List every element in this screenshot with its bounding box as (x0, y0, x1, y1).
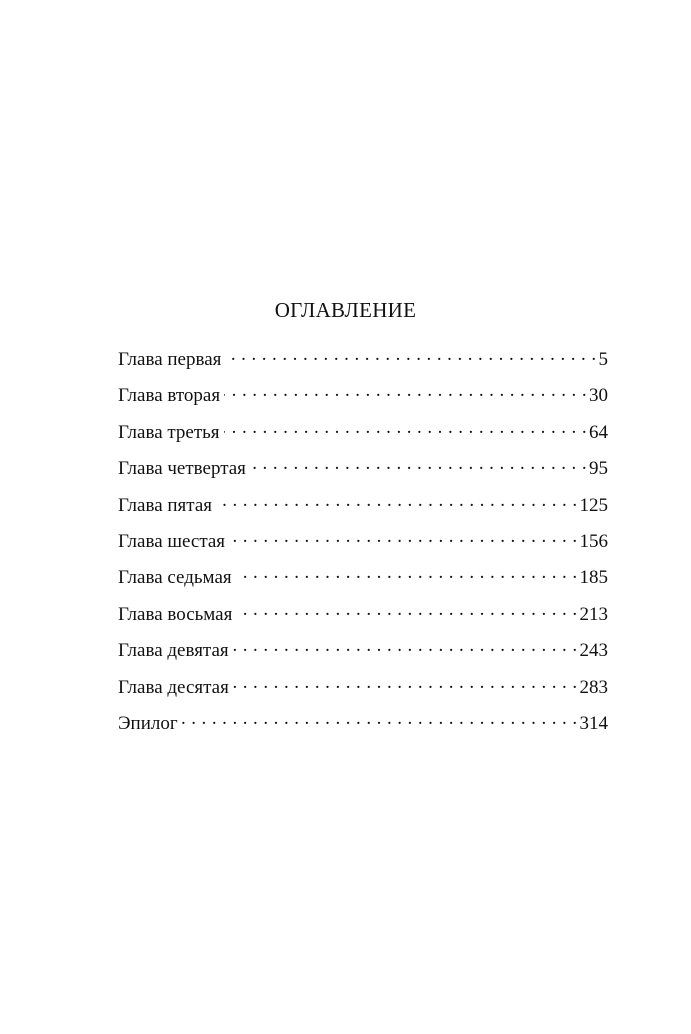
toc-entry-label: Глава вторая (118, 385, 221, 407)
toc-entry[interactable] (118, 524, 608, 560)
dot-leader (236, 563, 578, 583)
dot-leader (182, 709, 578, 729)
dot-leader (216, 491, 578, 511)
dot-leader (236, 600, 577, 620)
dot-leader (229, 527, 577, 547)
toc-entry-page: 213 (579, 603, 608, 625)
toc-entry[interactable] (118, 706, 608, 742)
toc-entry-page: 283 (579, 676, 608, 698)
toc-entry-label: Глава первая (118, 349, 222, 370)
toc-entry[interactable] (118, 342, 608, 378)
toc-entry[interactable] (118, 451, 608, 487)
toc-entry[interactable] (118, 488, 608, 524)
toc-entry[interactable] (118, 633, 608, 669)
toc-entry-page: 314 (579, 712, 608, 734)
toc-entry-page: 95 (589, 458, 608, 480)
toc-entry-page: 5 (598, 349, 608, 370)
toc-entry[interactable] (118, 597, 608, 633)
toc-entry[interactable] (118, 560, 608, 596)
toc-entry-label: Глава восьмая (118, 603, 233, 625)
toc-entry-label: Глава пятая (118, 494, 212, 516)
dot-leader (225, 345, 596, 365)
dot-leader (233, 673, 578, 693)
toc-entry-label: Глава четвертая (118, 458, 246, 480)
toc-entry-label: Глава девятая (118, 640, 229, 662)
dot-leader (233, 636, 578, 656)
toc-entry-page: 64 (589, 421, 608, 443)
toc-entry-label: Эпилог (118, 712, 178, 734)
toc-entry-page: 30 (589, 385, 608, 407)
toc-list (118, 342, 608, 742)
dot-leader (224, 381, 587, 401)
toc-entry-page: 156 (579, 530, 608, 552)
dot-leader (224, 418, 587, 438)
toc-entry-label: Глава десятая (118, 676, 229, 698)
toc-entry[interactable] (118, 670, 608, 706)
toc-entry[interactable] (118, 415, 608, 451)
toc-entry-page: 243 (579, 640, 608, 662)
toc-entry-label: Глава третья (118, 421, 220, 443)
toc-entry[interactable] (118, 378, 608, 414)
toc-entry-page: 125 (579, 494, 608, 516)
toc-entry-label: Глава шестая (118, 530, 226, 552)
toc-entry-page: 185 (579, 567, 608, 589)
dot-leader (250, 454, 587, 474)
toc-title: ОГЛАВЛЕНИЕ (274, 298, 417, 322)
toc-entry-label: Глава седьмая (118, 567, 232, 589)
